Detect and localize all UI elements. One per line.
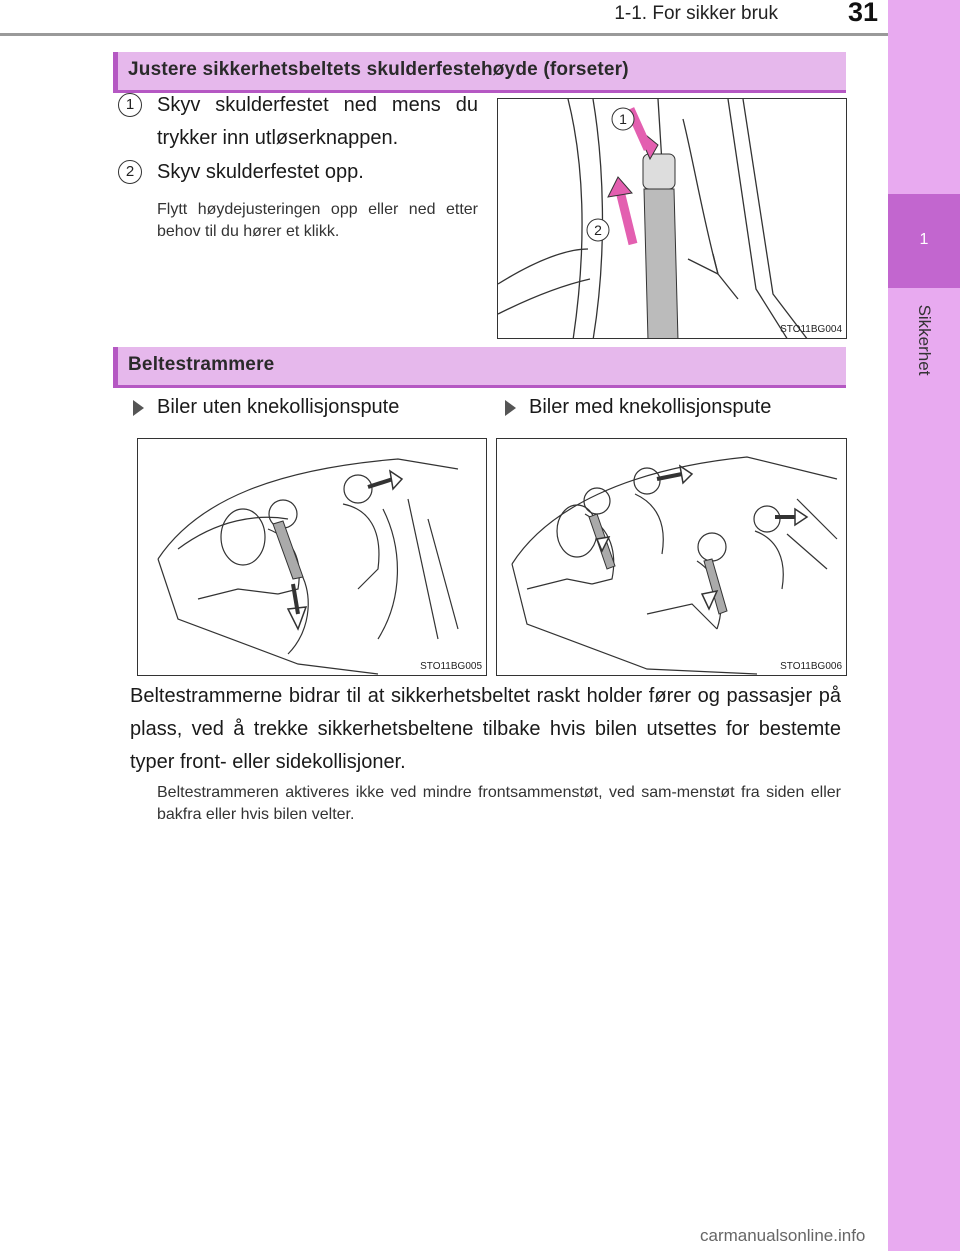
chapter-title: 1-1. For sikker bruk <box>614 3 778 24</box>
figure-callout-1: 1 <box>619 111 627 127</box>
car-interior-illustration <box>497 439 847 676</box>
page-number: 31 <box>848 0 879 27</box>
section-heading-text: Justere sikkerhetsbeltets skulderfestehøyde (forseter) <box>128 59 629 80</box>
step-text-2: Skyv skulderfestet opp. <box>157 161 364 183</box>
section-heading-text: Beltestrammere <box>128 354 275 375</box>
variant-label-without-knee-airbag: Biler uten knekollisjonspute <box>157 396 400 418</box>
pretensioner-description: Beltestrammerne bidrar til at sikkerhetsbeltet raskt holder fører og passasjer på plass, ved å trekke sikkerhetsbeltene tilbake hvis bilen utsettes for bestemte typer front- eller sidekollisjoner. <box>130 685 841 773</box>
variant-label-with-knee-airbag: Biler med knekollisjonspute <box>529 396 772 418</box>
shoulder-anchor-figure <box>497 98 847 339</box>
figure-code: STO11BG004 <box>780 324 842 335</box>
bullet-triangle-icon <box>505 400 516 416</box>
pretensioner-figure-without-knee-airbag <box>137 438 487 676</box>
side-tab-label: Sikkerhet <box>915 304 934 376</box>
section-heading-shoulder-anchor <box>113 52 846 90</box>
pretensioner-figure-with-knee-airbag <box>496 438 847 676</box>
step-text-1: Skyv skulderfestet ned mens du trykker inn utløserknappen. <box>157 94 478 149</box>
side-tab-number: 1 <box>919 231 929 248</box>
section-heading-pretensioners <box>113 347 846 385</box>
side-tab <box>888 0 960 1251</box>
header-divider <box>0 33 888 36</box>
watermark: carmanualsonline.info <box>700 1226 866 1245</box>
figure-code: STO11BG005 <box>420 661 482 672</box>
shoulder-anchor-illustration <box>498 99 847 339</box>
section-heading-underline <box>113 385 846 388</box>
figure-callout-2: 2 <box>594 222 602 238</box>
pretensioner-note: Beltestrammeren aktiveres ikke ved mindre frontsammenstøt, ved sam-menstøt fra siden eller bakfra eller hvis bilen velter. <box>157 784 841 823</box>
step-note: Flytt høydejusteringen opp eller ned etter behov til du hører et klikk. <box>157 201 478 240</box>
figure-code: STO11BG006 <box>780 661 842 672</box>
bullet-triangle-icon <box>133 400 144 416</box>
step-number-2: 2 <box>118 160 142 184</box>
step-number-1: 1 <box>118 93 142 117</box>
car-interior-illustration <box>138 439 487 676</box>
